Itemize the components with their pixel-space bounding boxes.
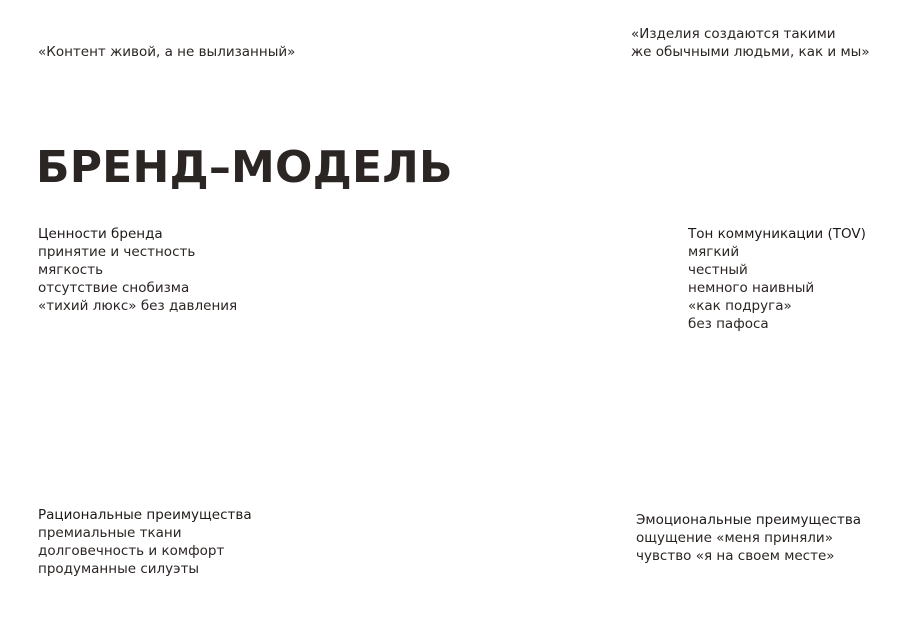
brand-values-item: мягкость: [38, 262, 104, 278]
brand-values-section: [38, 225, 237, 315]
quote-right: [631, 25, 870, 61]
page-title: БРЕНД–МОДЕЛЬ: [36, 142, 453, 193]
tone-of-voice-item: «как подруга»: [688, 298, 792, 314]
brand-values-item: принятие и честность: [38, 244, 196, 260]
quote-right-line-1: «Изделия создаются такими: [631, 26, 836, 42]
brand-values-item: отсутствие снобизма: [38, 280, 190, 296]
quote-left: «Контент живой, а не вылизанный»: [38, 44, 296, 60]
emotional-benefits-item: ощущение «меня приняли»: [636, 530, 833, 546]
tone-of-voice-item: немного наивный: [688, 280, 815, 296]
quote-right-line-2: же обычными людьми, как и мы»: [631, 44, 870, 60]
rational-benefits-heading: Рациональные преимущества: [38, 507, 252, 523]
rational-benefits-section: [38, 506, 252, 578]
brand-values-item: «тихий люкс» без давления: [38, 298, 238, 314]
emotional-benefits-heading: Эмоциональные преимущества: [636, 512, 862, 528]
rational-benefits-item: премиальные ткани: [38, 525, 182, 541]
rational-benefits-item: продуманные силуэты: [38, 561, 200, 577]
brand-values-heading: Ценности бренда: [38, 226, 163, 242]
tone-of-voice-item: мягкий: [688, 244, 740, 260]
rational-benefits-item: долговечность и комфорт: [38, 543, 225, 559]
emotional-benefits-section: [636, 511, 861, 565]
tone-of-voice-heading: Тон коммуникации (TOV): [688, 226, 866, 242]
tone-of-voice-section: [688, 225, 866, 333]
tone-of-voice-item: без пафоса: [688, 316, 769, 332]
emotional-benefits-item: чувство «я на своем месте»: [636, 548, 835, 564]
tone-of-voice-item: честный: [688, 262, 748, 278]
